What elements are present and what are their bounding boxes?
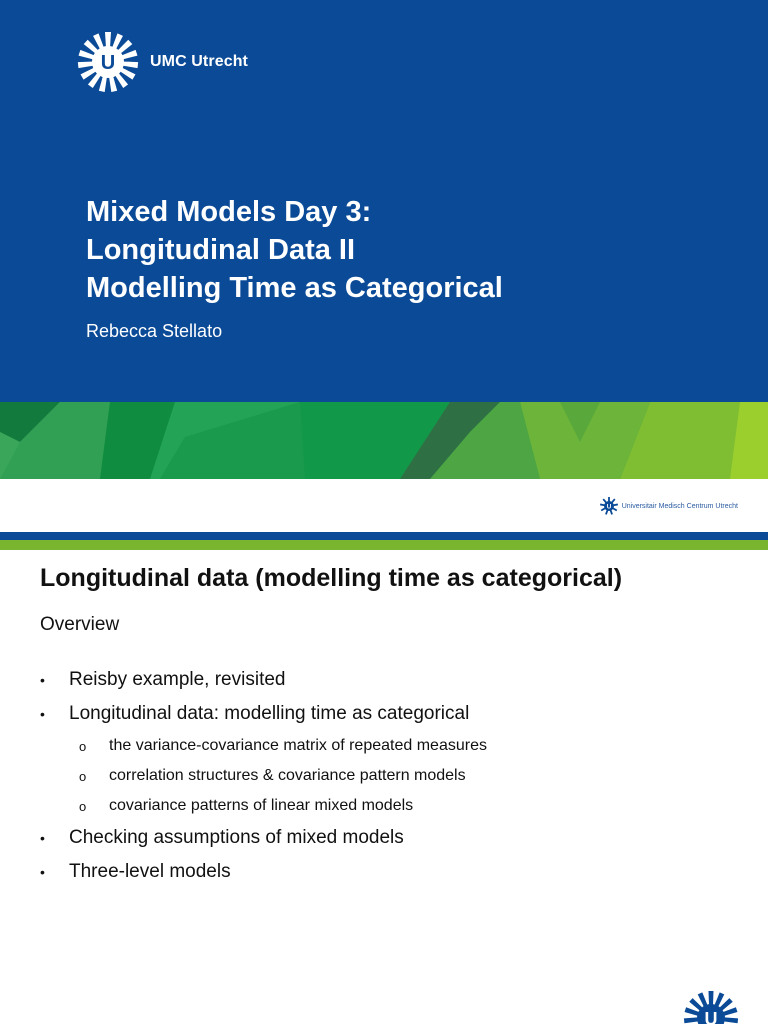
bullet-icon: •: [40, 706, 45, 722]
footer-logo-text: Universitair Medisch Centrum Utrecht: [621, 502, 738, 510]
bullet-icon: •: [40, 864, 45, 880]
green-geometric-band: [0, 402, 768, 479]
logo-wordmark: UMC Utrecht: [150, 53, 248, 70]
title-line-2: Longitudinal Data II: [86, 234, 356, 266]
sub-bullet-icon: o: [79, 799, 87, 814]
sub-list-item-text: correlation structures & covariance pattern models: [109, 767, 466, 784]
list-item-text: Three-level models: [69, 861, 231, 882]
umc-logo: [76, 31, 248, 93]
list-item-text: Reisby example, revisited: [69, 669, 286, 690]
bullet-list: [40, 667, 487, 893]
sub-list-item: [40, 795, 487, 825]
svg-text:U: U: [100, 52, 116, 74]
footer-logo: [600, 497, 738, 515]
umc-corner-icon: [683, 990, 739, 1024]
divider-green-bar: [0, 540, 768, 550]
list-item-text: Longitudinal data: modelling time as categorical: [69, 703, 470, 724]
sub-list-item-text: the variance-covariance matrix of repeated measures: [109, 737, 487, 754]
list-item: [40, 859, 487, 893]
umc-sunburst-icon: [76, 31, 140, 93]
list-item: [40, 667, 487, 701]
overview-slide: [0, 550, 768, 1024]
sub-list-item: [40, 735, 487, 765]
corner-logo: [683, 990, 739, 1024]
title-line-3: Modelling Time as Categorical: [86, 272, 503, 304]
svg-text:U: U: [704, 1009, 718, 1024]
umc-mini-icon: [600, 497, 618, 515]
sub-bullet-icon: o: [79, 769, 87, 784]
slide-title: Longitudinal data (modelling time as categorical): [40, 564, 623, 592]
list-item-text: Checking assumptions of mixed models: [69, 827, 404, 848]
bullet-icon: •: [40, 672, 45, 688]
divider-blue-bar: [0, 532, 768, 540]
title-line-1: Mixed Models Day 3:: [86, 196, 372, 228]
sub-list-item-text: covariance patterns of linear mixed models: [109, 797, 414, 814]
presentation-title: [86, 193, 503, 307]
svg-text:U: U: [606, 503, 611, 511]
author-name: Rebecca Stellato: [86, 321, 223, 341]
bullet-icon: •: [40, 830, 45, 846]
sub-list-item: [40, 765, 487, 795]
sub-bullet-icon: o: [79, 739, 87, 754]
slide-subtitle: Overview: [40, 614, 120, 635]
list-item: [40, 701, 487, 735]
list-item: [40, 825, 487, 859]
